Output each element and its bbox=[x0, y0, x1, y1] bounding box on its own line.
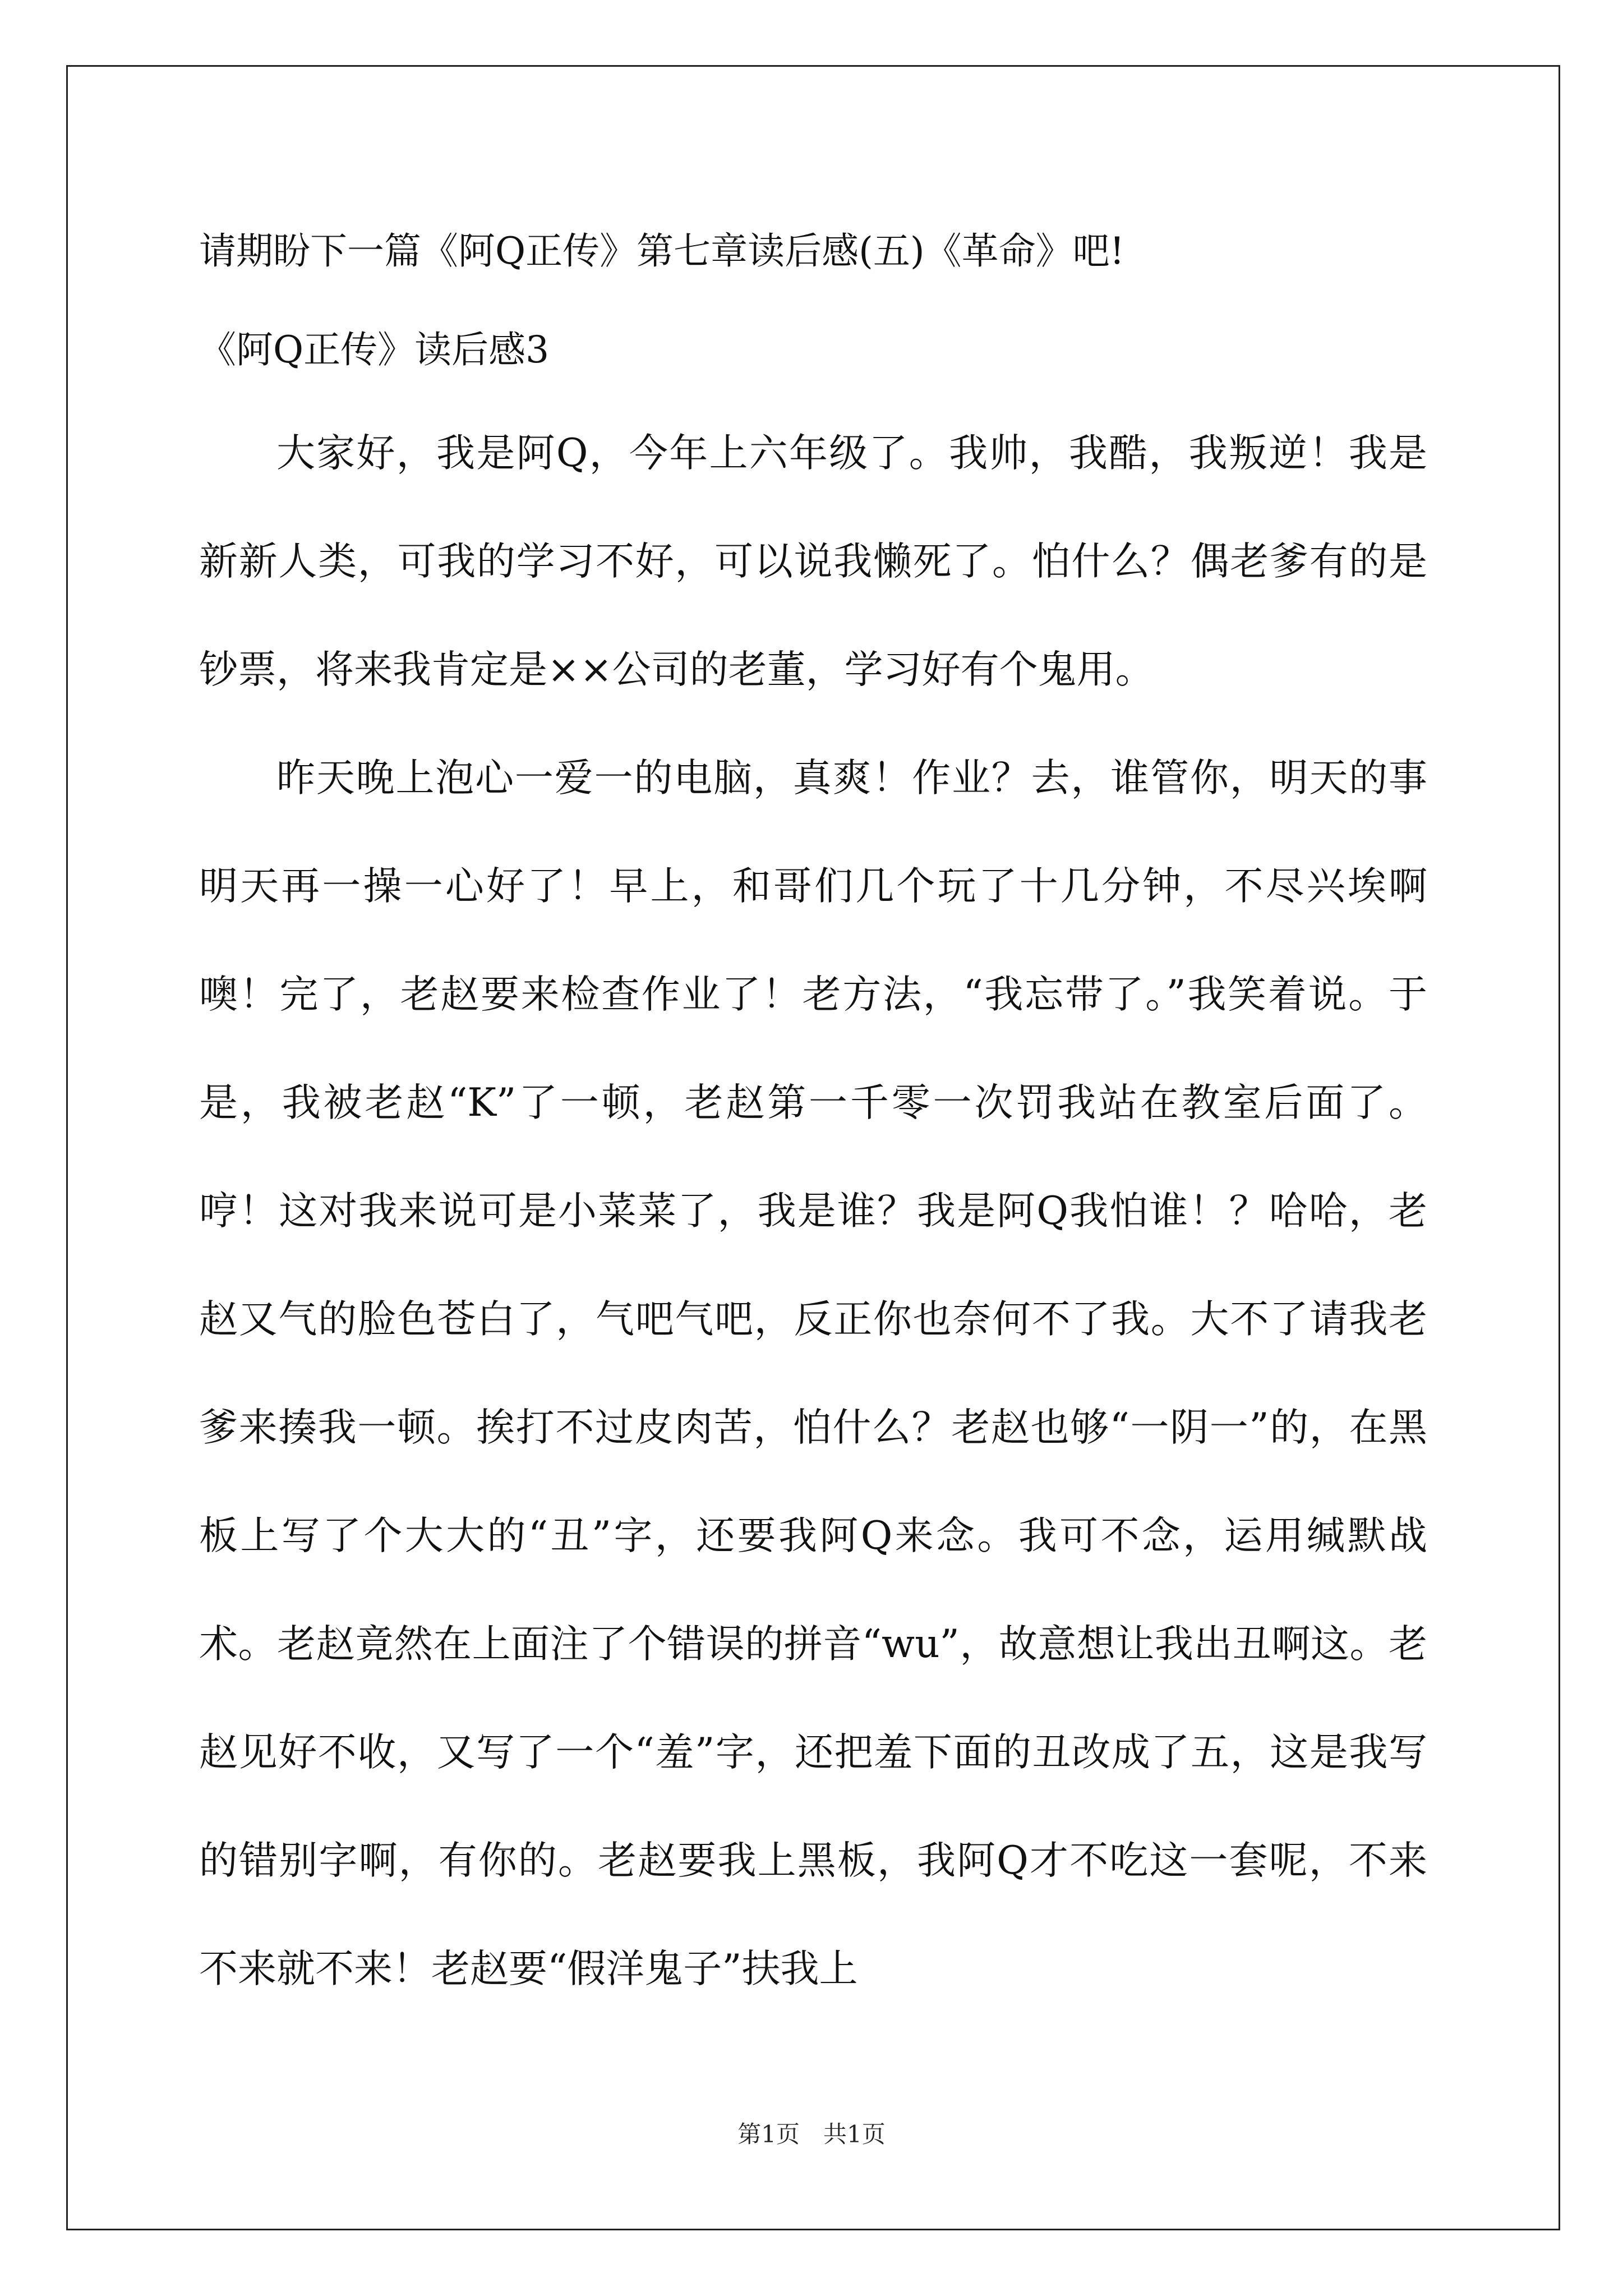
paragraph-2: 昨天晚上泡心一爱一的电脑，真爽！作业？去，谁管你，明天的事明天再一操一心好了！早上，和哥们几个玩了十几分钟，不尽兴埃啊噢！完了，老赵要来检查作业了！老方法，“我忘带了。”我笑着说。于是，我被老赵“K”了一顿，老赵第一千零一次罚我站在教室后面了。哼！这对我来说可是小菜菜了，我是谁？我是阿Q我怕谁！？哈哈，老赵又气的脸色苍白了，气吧气吧，反正你也奈何不了我。大不了请我老爹来揍我一顿。挨打不过皮肉苦，怕什么？老赵也够“一阴一”的，在黑板上写了个大大的“丑”字，还要我阿Q来念。我可不念，运用缄默战术。老赵竟然在上面注了个错误的拼音“wu”，故意想让我出丑啊这。老赵见好不收，又写了一个“羞”字，还把羞下面的丑改成了五，这是我写的错别字啊，有你的。老赵要我上黑板，我阿Q才不吃这一套呢，不来不来就不来！老赵要“假洋鬼子”扶我上 bbox=[199, 756, 1427, 1991]
page-number: 第1页 共1页 bbox=[737, 2120, 886, 2148]
essay-heading: 《阿Q正传》读后感3 bbox=[199, 328, 550, 371]
document-body bbox=[199, 202, 1427, 2023]
paragraph-1: 大家好，我是阿Q，今年上六年级了。我帅，我酷，我叛逆！我是新新人类，可我的学习不好，可以说我懒死了。怕什么？偶老爹有的是钞票，将来我肯定是××公司的老董，学习好有个鬼用。 bbox=[199, 431, 1427, 692]
intro-line: 请期盼下一篇《阿Q正传》第七章读后感(五)《革命》吧! bbox=[199, 229, 1125, 273]
